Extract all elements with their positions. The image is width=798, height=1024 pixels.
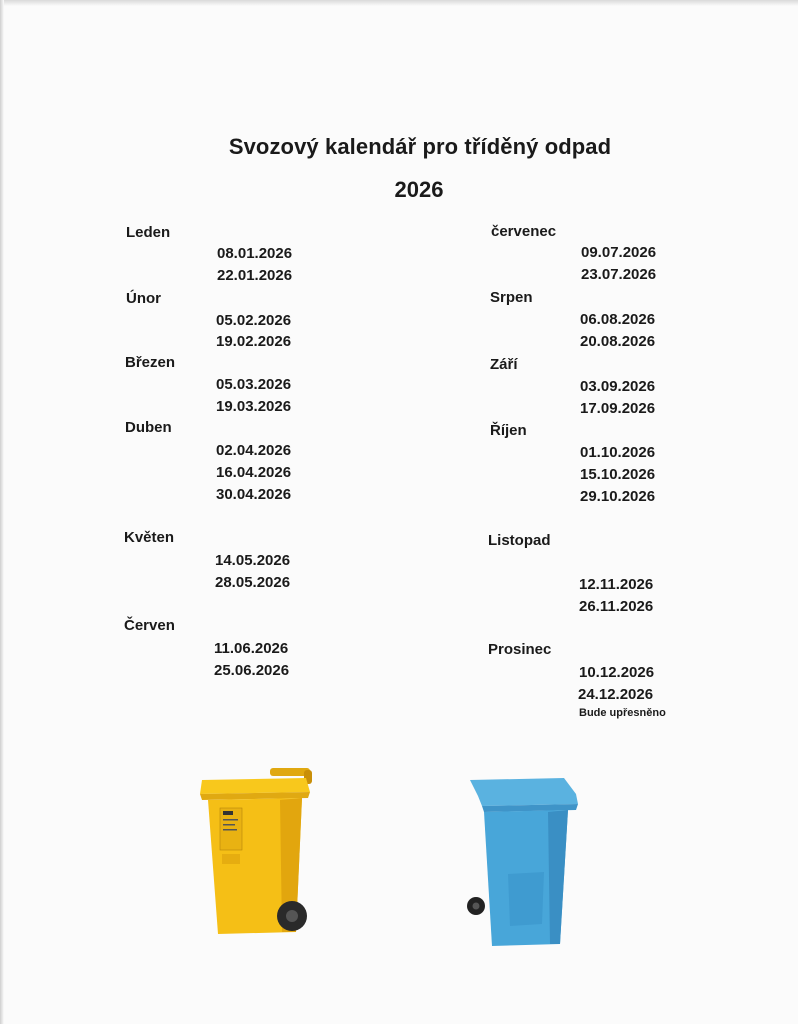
date-entry: 30.04.2026	[216, 486, 292, 503]
month-label: Březen	[125, 354, 176, 371]
year-heading: 2026	[394, 177, 444, 202]
date-entry: 05.02.2026	[216, 312, 292, 329]
date-entry: 10.12.2026	[579, 664, 655, 681]
month-label: Únor	[126, 290, 161, 307]
date-entry: 19.03.2026	[216, 398, 292, 415]
date-entry: 22.01.2026	[217, 267, 293, 284]
month-label: Září	[490, 356, 518, 373]
date-entry: 08.01.2026	[217, 245, 293, 262]
date-entry: 14.05.2026	[215, 552, 291, 569]
date-entry: 15.10.2026	[580, 466, 656, 483]
scan-top-edge	[0, 0, 798, 6]
date-entry: 03.09.2026	[580, 378, 656, 395]
month-label: Leden	[126, 224, 171, 241]
pending-note: Bude upřesněno	[579, 707, 666, 719]
date-entry: 28.05.2026	[215, 574, 291, 591]
month-label: červenec	[491, 223, 557, 240]
month-label: Srpen	[490, 289, 533, 306]
date-entry: 29.10.2026	[580, 488, 656, 505]
date-entry: 02.04.2026	[216, 442, 292, 459]
date-entry: 05.03.2026	[216, 376, 292, 393]
month-label: Duben	[125, 419, 172, 436]
date-entry: 09.07.2026	[581, 244, 657, 261]
date-entry: 17.09.2026	[580, 400, 656, 417]
month-label: Květen	[124, 529, 175, 546]
date-entry: 16.04.2026	[216, 464, 292, 481]
yellow-bin-icon	[196, 764, 316, 942]
date-entry: 12.11.2026	[579, 576, 654, 593]
month-label: Červen	[124, 617, 175, 634]
blue-bin-icon	[464, 774, 584, 950]
date-entry: 23.07.2026	[581, 266, 657, 283]
month-label: Prosinec	[488, 641, 552, 658]
date-entry: 20.08.2026	[580, 333, 656, 350]
date-entry: 26.11.2026	[579, 598, 654, 615]
date-entry: 11.06.2026	[214, 640, 289, 657]
date-entry: 19.02.2026	[216, 333, 292, 350]
month-label: Říjen	[490, 422, 527, 439]
date-entry: 01.10.2026	[580, 444, 656, 461]
date-entry: 25.06.2026	[214, 662, 290, 679]
date-entry: 06.08.2026	[580, 311, 656, 328]
page-title: Svozový kalendář pro tříděný odpad	[228, 134, 612, 159]
date-entry: 24.12.2026	[578, 686, 654, 703]
month-label: Listopad	[488, 532, 551, 549]
